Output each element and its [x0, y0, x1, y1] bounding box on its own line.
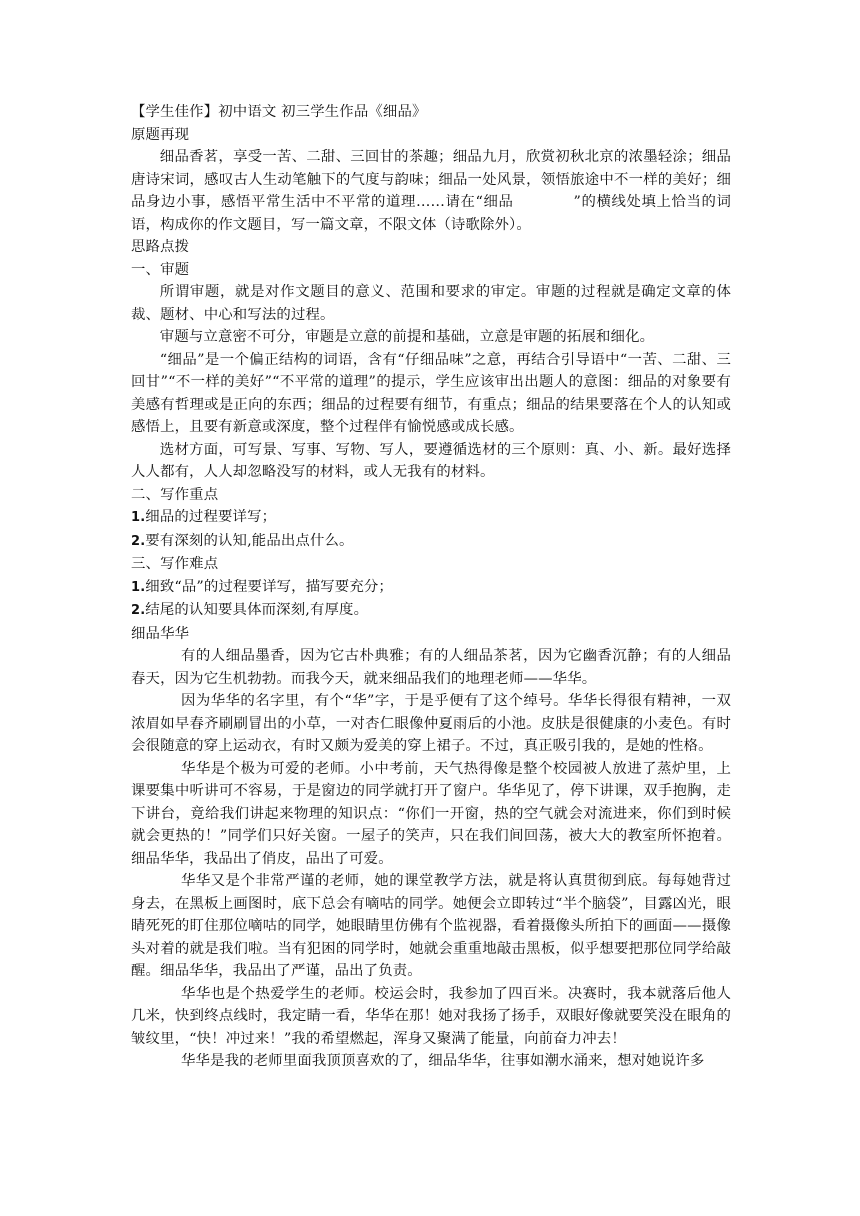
section-heading-prompt: 原题再现	[131, 126, 190, 143]
subheading-review-topic: 一、审题	[131, 261, 190, 278]
essay-paragraph: 有的人细品墨香，因为它古朴典雅；有的人细品茶茗，因为它幽香沉静；有的人细品春天，因为它生机勃勃。而我今天，就来细品我们的地理老师——华华。	[131, 648, 731, 687]
list-text: 要有深刻的认知,能品出点什么。	[145, 532, 354, 549]
essay-paragraph: 华华也是个热爱学生的老师。校运会时，我参加了四百米。决赛时，我本就落后他人几米，快到终点线时，我定睛一看，华华在那！她对我扬了扬手，双眼好像就要笑没在眼角的皱纹里，“快！冲过来！”我的希望燃起，浑身又聚满了能量，向前奋力冲去！	[131, 985, 731, 1047]
section-heading-guide: 思路点拨	[131, 239, 190, 255]
list-number: 1.	[131, 579, 146, 595]
prompt-paragraph: 细品香茗，享受一苦、二甜、三回甘的茶趣；细品九月，欣赏初秋北京的浓墨轻涂；细品唐诗宋词，感叹古人生动笔触下的气度与韵味；细品一处风景，领悟旅途中不一样的美好；细品身边小事，感悟平常生活中不平常的道理……请在“细品 ”的横线处填上恰当的词语，构成你的作文题目，写一篇文章，不限文体（诗歌除外）。	[131, 149, 731, 233]
list-number: 1.	[131, 510, 146, 525]
essay-paragraph: 华华是个极为可爱的老师。小中考前，天气热得像是整个校园被人放进了蒸炉里，上课要集中听讲可不容易，于是窗边的同学就打开了窗户。华华见了，停下讲课，双手抱胸，走下讲台，竟给我们讲起来物理的知识点：“你们一开窗，热的空气就会对流进来，你们到时候就会更热的！”同学们只好关窗。一屋子的笑声，只在我们间回荡，被大大的教室所怀抱着。细品华华，我品出了俏皮，品出了可爱。	[131, 760, 731, 867]
essay-paragraph: 华华又是个非常严谨的老师，她的课堂教学方法，就是将认真贯彻到底。每每她背过身去，在黑板上画图时，底下总会有嘀咕的同学。她便会立即转过“半个脑袋”，目露凶光，眼睛死死的盯住那位嘀咕的同学，她眼睛里仿佛有个监视器，看着摄像头所拍下的画面——摄像头对着的就是我们啦。当有犯困的同学时，她就会重重地敲击黑板，似乎想要把那位同学给敲醒。细品华华，我品出了严谨，品出了负责。	[131, 873, 731, 979]
list-item	[131, 506, 731, 530]
list-text: 细致“品”的过程要详写，描写要充分；	[145, 578, 393, 595]
paragraph-material-selection: 选材方面，可写景、写事、写物、写人，要遵循选材的三个原则：真、小、新。最好选择人人都有，人人却忽略没写的材料，或人无我有的材料。	[131, 441, 731, 480]
list-number: 2.	[131, 533, 146, 549]
paragraph-review-relation: 审题与立意密不可分，审题是立意的前提和基础，立意是审题的拓展和细化。	[159, 329, 655, 345]
paragraph-review-definition: 所谓审题，就是对作文题目的意义、范围和要求的审定。审题的过程就是确定文章的体裁、题材、中心和写法的过程。	[131, 284, 731, 323]
paragraph-review-analysis: “细品”是一个偏正结构的词语，含有“仔细品味”之意，再结合引导语中“一苦、二甜、三回甘”“不一样的美好”“不平常的道理”的提示，学生应该审出出题人的意图：细品的对象要有美感有哲理或是正向的东西；细品的过程要有细节，有重点；细品的结果要落在个人的认知或感悟上，且要有新意或深度，整个过程伴有愉悦感或成长感。	[131, 351, 731, 435]
list-text: 结尾的认知要具体而深刻,有厚度。	[145, 602, 369, 618]
list-text: 细品的过程要详写；	[145, 509, 277, 525]
subheading-writing-focus: 二、写作重点	[131, 486, 219, 503]
essay-title: 细品华华	[131, 625, 190, 642]
essay-paragraph: 华华是我的老师里面我顶顶喜欢的了，细品华华，往事如潮水涌来，想对她说许多	[181, 1053, 705, 1069]
document-title: 【学生佳作】初中语文 初三学生作品《细品》	[131, 104, 427, 120]
list-number: 2.	[131, 603, 146, 618]
list-item	[131, 599, 731, 623]
list-item	[131, 576, 731, 600]
list-item	[131, 530, 731, 554]
document-page	[131, 101, 731, 1073]
essay-paragraph: 因为华华的名字里，有个“华”字，于是乎便有了这个绰号。华华长得很有精神，一双浓眉如早春齐刷刷冒出的小草，一对杏仁眼像仲夏雨后的小池。皮肤是很健康的小麦色。有时会很随意的穿上运动衣，有时又颇为爱美的穿上裙子。不过，真正吸引我的，是她的性格。	[131, 693, 731, 754]
subheading-writing-difficulty: 三、写作难点	[131, 556, 219, 572]
